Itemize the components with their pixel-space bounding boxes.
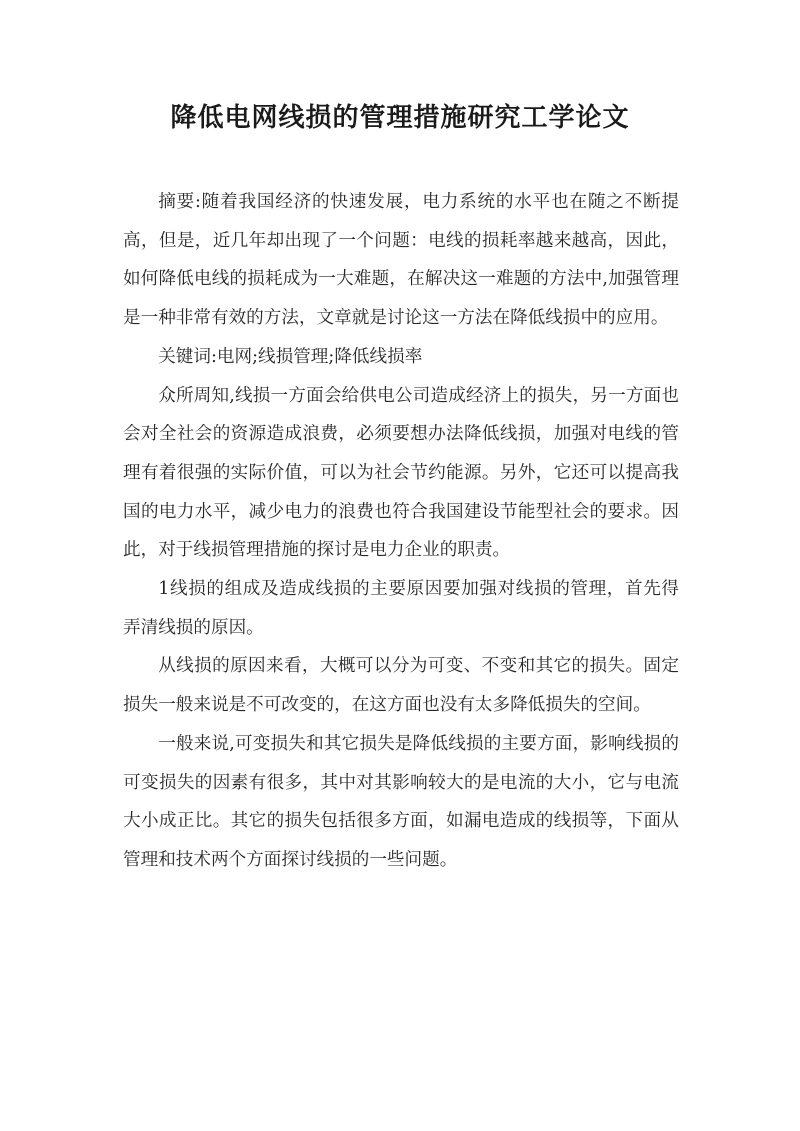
keywords-paragraph: 关键词:电网;线损管理;降低线损率: [158, 346, 423, 367]
body-paragraph: 从线损的原因来看，大概可以分为可变、不变和其它的损失。固定损失一般来说是不可改变的，在这方面也没有太多降低损失的空间。: [123, 656, 679, 716]
section-heading-paragraph: 1线损的组成及造成线损的主要原因要加强对线损的管理，首先得弄清线损的原因。: [123, 579, 679, 638]
document-body: [123, 183, 679, 880]
body-paragraph: 众所周知,线损一方面会给供电公司造成经济上的损失，另一方面也会对全社会的资源造成浪费，必须要想办法降低线损，加强对电线的管理有着很强的实际价值，可以为社会节约能源。另外，它还可以提高我国的电力水平，减少电力的浪费也符合我国建设节能型社会的要求。因此，对于线损管理措施的探讨是电力企业的职责。: [123, 385, 679, 561]
abstract-paragraph: 摘要:随着我国经济的快速发展，电力系统的水平也在随之不断提高，但是，近几年却出现了一个问题：电线的损耗率越来越高，因此，如何降低电线的损耗成为一大难题，在解决这一难题的方法中,加强管理是一种非常有效的方法，文章就是讨论这一方法在降低线损中的应用。: [123, 192, 679, 329]
body-paragraph: 一般来说,可变损失和其它损失是降低线损的主要方面，影响线损的可变损失的因素有很多，其中对其影响较大的是电流的大小，它与电流大小成正比。其它的损失包括很多方面，如漏电造成的线损等，下面从管理和技术两个方面探讨线损的一些问题。: [123, 733, 679, 870]
document-title: 降低电网线损的管理措施研究工学论文: [170, 103, 630, 133]
